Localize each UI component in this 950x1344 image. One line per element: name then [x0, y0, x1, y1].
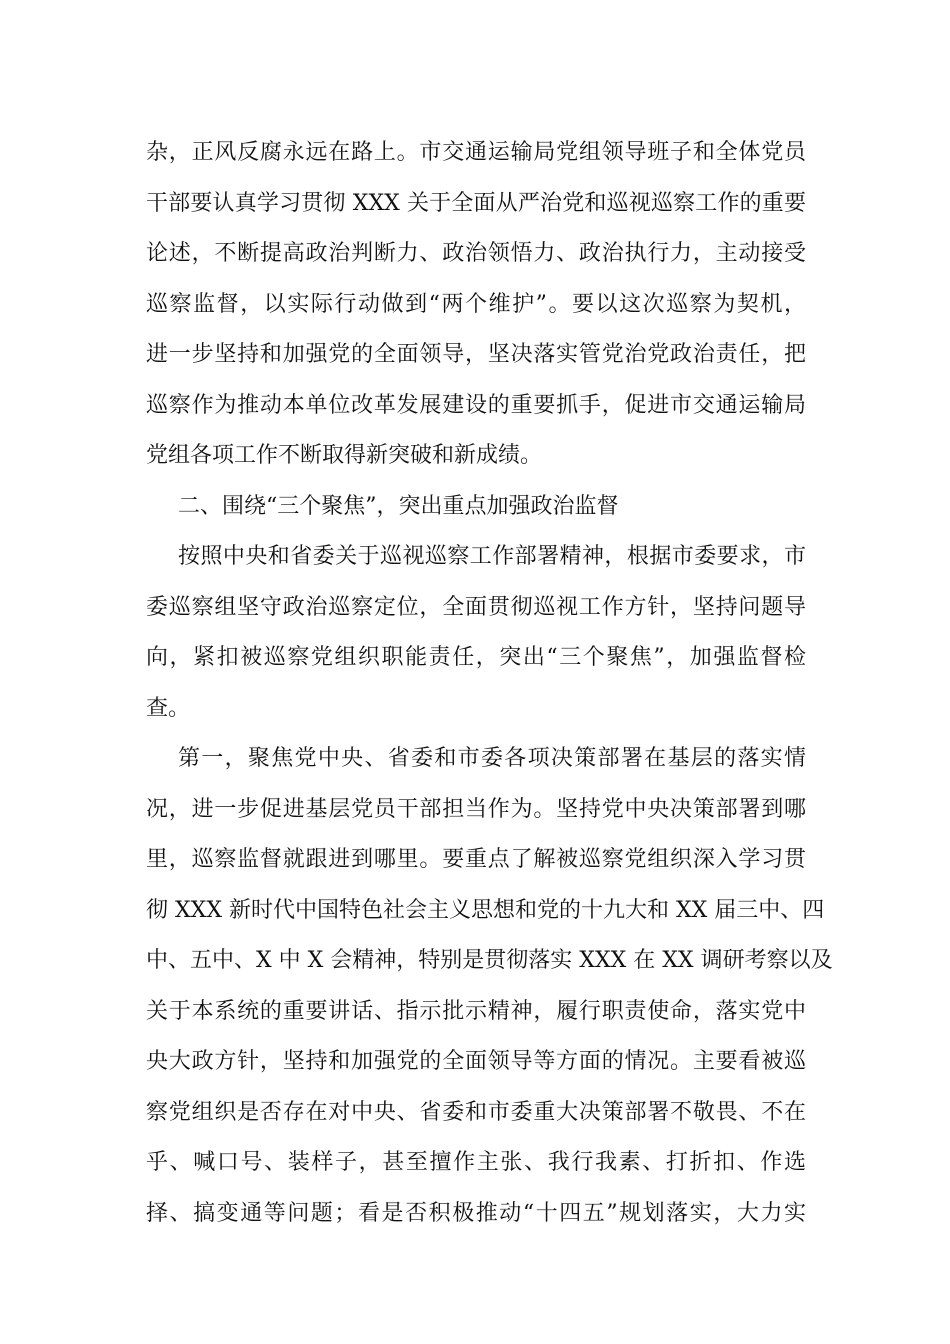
text-line: 乎、喊口号、装样子，甚至擅作主张、我行我素、打折扣、作选: [146, 1150, 806, 1175]
text-line: 中、五中、X 中 X 会精神，特别是贯彻落实 XXX 在 XX 调研考察以及: [146, 948, 833, 973]
section-heading: 二、围绕“三个聚焦”，突出重点加强政治监督: [178, 493, 619, 519]
text-line: 查。: [146, 695, 191, 721]
text-line: 按照中央和省委关于巡视巡察工作部署精神，根据市委要求，市: [178, 544, 806, 569]
text-line: 干部要认真学习贯彻 XXX 关于全面从严治党和巡视巡察工作的重要: [146, 190, 806, 216]
text-line: 巡察作为推动本单位改革发展建设的重要抓手，促进市交通运输局: [146, 392, 806, 418]
text-line: 第一，聚焦党中央、省委和市委各项决策部署在基层的落实情: [178, 746, 806, 771]
text-line: 察党组织是否存在对中央、省委和市委重大决策部署不敬畏、不在: [146, 1099, 806, 1125]
text-line: 论述，不断提高政治判断力、政治领悟力、政治执行力，主动接受: [146, 241, 806, 266]
text-line: 里，巡察监督就跟进到哪里。要重点了解被巡察党组织深入学习贯: [146, 847, 806, 872]
text-line: 央大政方针，坚持和加强党的全面领导等方面的情况。主要看被巡: [146, 1049, 806, 1074]
text-line: 杂，正风反腐永远在路上。市交通运输局党组领导班子和全体党员: [146, 140, 806, 165]
text-line: 择、搞变通等问题；看是否积极推动“十四五”规划落实，大力实: [146, 1200, 806, 1226]
text-line: 关于本系统的重要讲话、指示批示精神，履行职责使命，落实党中: [146, 998, 806, 1024]
text-line: 巡察监督，以实际行动做到“两个维护”。要以这次巡察为契机，: [146, 291, 806, 317]
text-line: 彻 XXX 新时代中国特色社会主义思想和党的十九大和 XX 届三中、四: [146, 897, 825, 923]
text-line: 况，进一步促进基层党员干部担当作为。坚持党中央决策部署到哪: [146, 796, 806, 822]
text-line: 委巡察组坚守政治巡察定位，全面贯彻巡视工作方针，坚持问题导: [146, 594, 806, 620]
text-line: 进一步坚持和加强党的全面领导，坚决落实管党治党政治责任，把: [146, 342, 806, 367]
text-line: 党组各项工作不断取得新突破和新成绩。: [146, 443, 543, 468]
text-line: 向，紧扣被巡察党组织职能责任，突出“三个聚焦”，加强监督检: [146, 645, 806, 670]
document-body: [146, 128, 833, 1239]
